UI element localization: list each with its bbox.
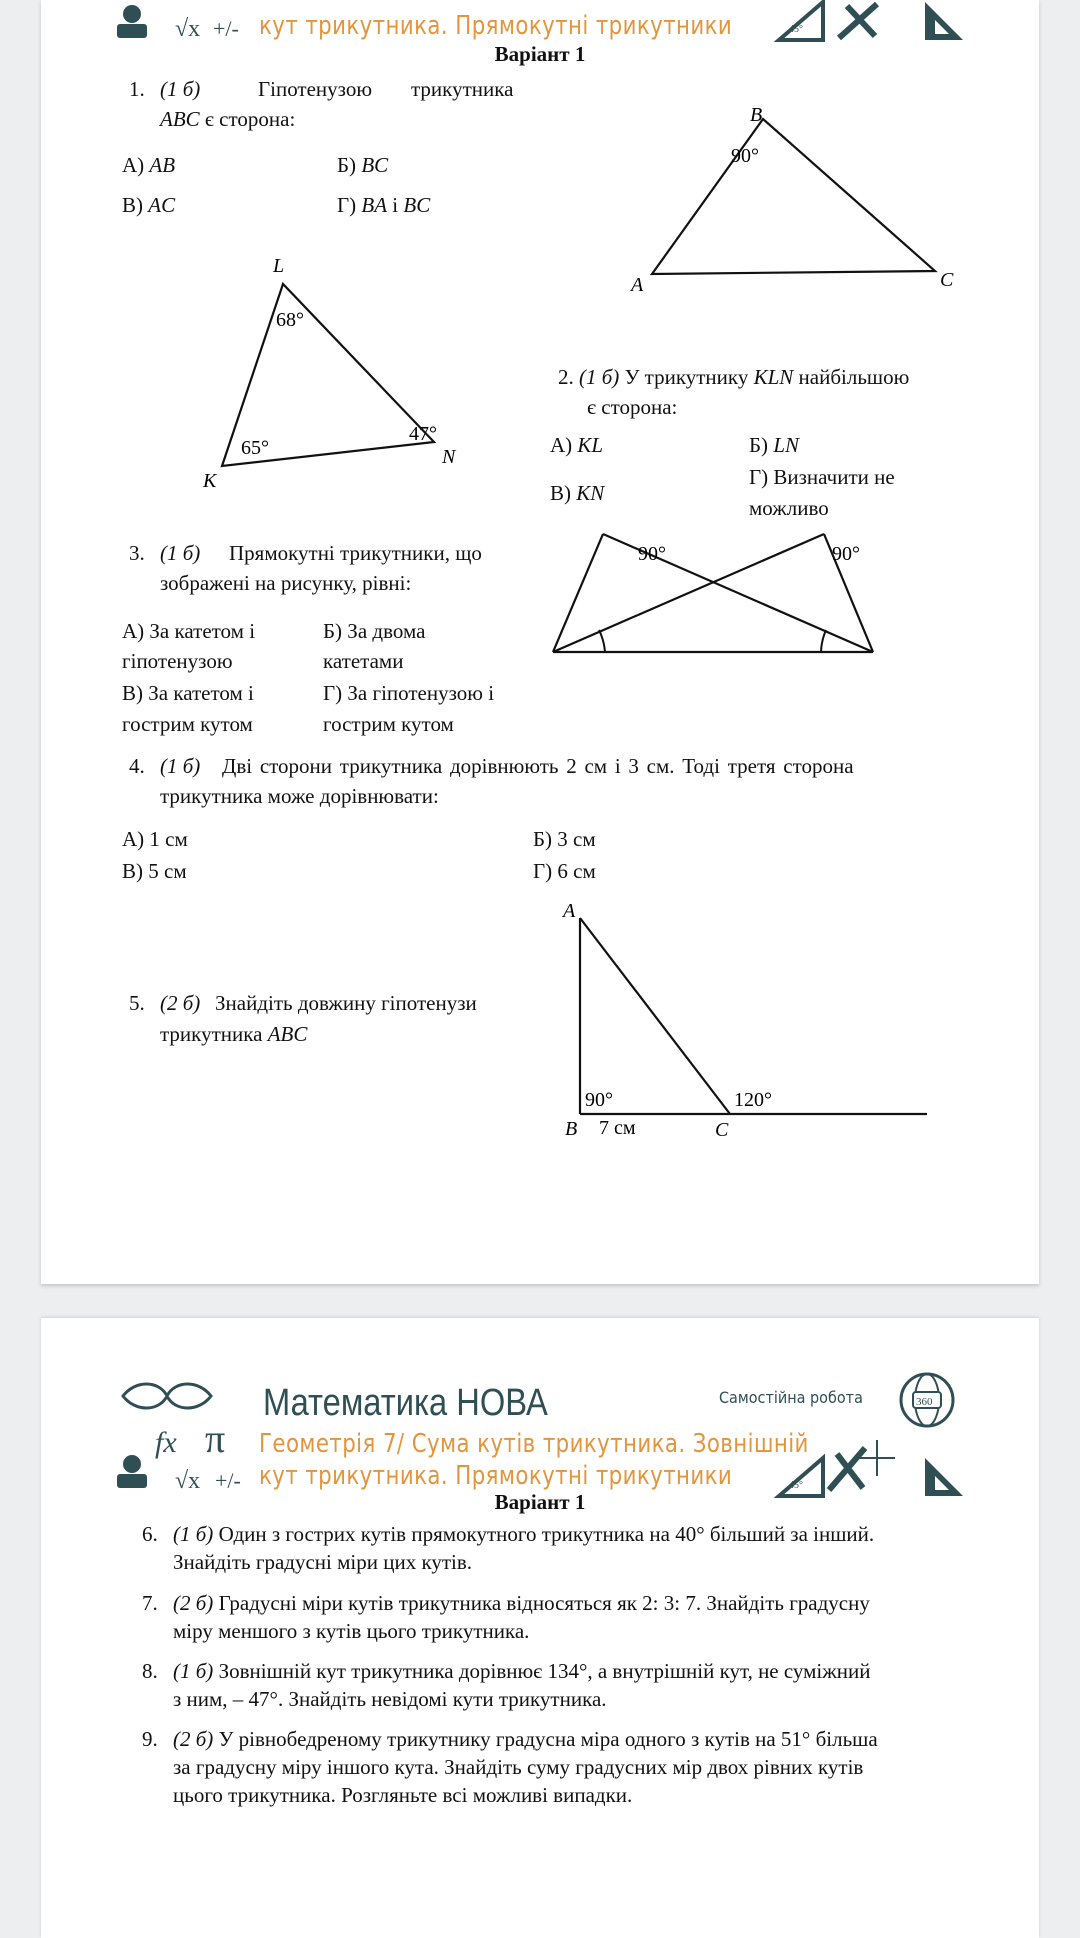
- worksheet-page-1: [41, 0, 1039, 1284]
- worksheet-page-2: [41, 1318, 1039, 1938]
- q3-option-a-line1: А) За катетом і: [122, 619, 256, 643]
- q3-option-d-line1: Г) За гіпотенузою і: [323, 681, 495, 705]
- header-banner: [41, 1378, 1039, 1498]
- sqrt-x-icon: √x: [175, 16, 201, 42]
- q5-triangle-name: ABC: [267, 1022, 308, 1046]
- q3-right-hypotenuse: [553, 534, 824, 652]
- q5-side-ac: [580, 918, 730, 1114]
- q2-angle-l-label: 68°: [276, 309, 304, 331]
- q9-text-line2: за градусну міру іншого кута. Знайдіть суму градусних мір двох рівних кутів: [173, 1755, 864, 1779]
- q2-text-part1: У трикутнику: [624, 365, 749, 389]
- book-icon: [117, 24, 147, 38]
- math-icons-cluster: [115, 1378, 255, 1498]
- q2-angle-k-label: 65°: [241, 437, 269, 459]
- q3-left-angle-arc: [599, 630, 605, 652]
- q2-text-part2: найбільшою: [798, 365, 910, 389]
- q2-option-c: [550, 478, 604, 508]
- plus-minus-icon: +/-: [213, 16, 239, 41]
- q5-angle-c-label: 120°: [734, 1089, 772, 1111]
- q1-option-d-value2: BC: [403, 193, 431, 217]
- q2-question-line1: [558, 362, 909, 392]
- q7-line1: [173, 1588, 870, 1618]
- q1-option-a: [122, 150, 175, 180]
- q1-text-end: є сторона:: [204, 107, 296, 131]
- q1-triangle-name: ABC: [160, 107, 200, 131]
- q2-question-line2: є сторона:: [587, 395, 678, 419]
- work-type-label: Самостійна робота: [719, 1388, 863, 1407]
- function-icon: fx: [155, 1426, 177, 1459]
- q1-angle-b-label: 90°: [731, 145, 759, 167]
- variant-label: Варіант 1: [494, 42, 586, 66]
- q1-option-a-value: AB: [149, 153, 176, 177]
- q9-text-line1: У рівнобедреному трикутнику градусна міра одного з кутів на 51° більша: [218, 1727, 878, 1751]
- geometry-tools-icons: [777, 0, 967, 42]
- q7-points: (2 б): [173, 1591, 214, 1615]
- header-subtitle-line1: Геометрія 7/ Сума кутів трикутника. Зовнішній: [259, 1429, 809, 1459]
- q3-text-line2: зображені на рисунку, рівні:: [160, 571, 412, 595]
- q2-vertex-k-label: K: [203, 470, 217, 492]
- infinity-icon: [123, 1384, 211, 1408]
- q2-option-b: [749, 430, 799, 460]
- geometry-tools-icons: [777, 1378, 967, 1498]
- q2-option-a-value: KL: [577, 433, 604, 457]
- q2-option-d-line2: можливо: [749, 496, 829, 520]
- q8-text-line2: з ним, – 47°. Знайдіть невідомі кути трикутника.: [173, 1687, 607, 1711]
- q6-line1: [173, 1519, 874, 1549]
- header-subtitle-line2: кут трикутника. Прямокутні трикутники: [259, 11, 733, 41]
- q1-text-word1: Гіпотенузою: [258, 77, 373, 101]
- plus-minus-icon: +/-: [215, 1468, 241, 1493]
- q2-option-a-label: А): [550, 433, 573, 457]
- q9-number: 9.: [142, 1727, 158, 1751]
- q2-option-a: [550, 430, 603, 460]
- compass-icon: [839, 4, 877, 38]
- q5-side-bc-label: 7 см: [599, 1117, 636, 1139]
- header-cropped: [41, 0, 1039, 42]
- q1-option-c-label: В): [122, 193, 143, 217]
- q2-option-d-line1: Г) Визначити не: [749, 465, 895, 489]
- q1-figure-triangle-abc: [581, 105, 981, 305]
- q2-option-c-label: В): [550, 481, 571, 505]
- q3-option-b-line2: катетами: [323, 649, 404, 673]
- q5-angle-b-label: 90°: [585, 1089, 613, 1111]
- q3-number: 3.: [129, 541, 145, 565]
- q5-number: 5.: [129, 991, 145, 1015]
- q9-line1: [173, 1724, 878, 1754]
- q1-option-b-label: Б): [337, 153, 357, 177]
- q1-triangle-shape: [652, 119, 935, 274]
- apple-icon: [123, 5, 141, 23]
- q7-number: 7.: [142, 1591, 158, 1615]
- q2-vertex-l-label: L: [273, 255, 285, 277]
- q3-option-c-line1: В) За катетом і: [122, 681, 254, 705]
- q1-text-word2: трикутника: [411, 77, 514, 101]
- ruler-triangle-icon: [925, 2, 963, 40]
- set-square-label: 45°: [789, 24, 803, 35]
- book-icon: [117, 1474, 147, 1488]
- q3-figure-two-right-triangles: [541, 525, 881, 670]
- math-icons-cluster: [115, 0, 239, 42]
- q1-vertex-c-label: C: [940, 269, 954, 291]
- q1-option-d-and: і: [392, 193, 399, 217]
- q5-figure-triangle-abc: [551, 895, 951, 1145]
- q3-option-d-line2: гострим кутом: [323, 712, 454, 736]
- q6-text-line2: Знайдіть градусні міри цих кутів.: [173, 1550, 473, 1574]
- q4-number: 4.: [129, 754, 145, 778]
- q5-points: (2 б): [160, 991, 201, 1015]
- q3-option-c-line2: гострим кутом: [122, 712, 253, 736]
- q5-vertex-b-label: B: [565, 1118, 578, 1140]
- brand-title: Математика НОВА: [263, 1382, 548, 1424]
- q2-angle-n-label: 47°: [409, 423, 437, 445]
- apple-icon: [123, 1455, 141, 1473]
- q1-option-c-value: AC: [148, 193, 176, 217]
- q4-points: (1 б): [160, 754, 201, 778]
- q4-text-line2: трикутника може дорівнювати:: [160, 784, 439, 808]
- q5-text-line2: [160, 1019, 307, 1049]
- q1-option-d: [337, 190, 430, 220]
- q8-points: (1 б): [173, 1659, 214, 1683]
- q2-figure-triangle-kln: [151, 248, 511, 498]
- set-square-label: 45°: [789, 1480, 803, 1491]
- q1-points: (1 б): [160, 77, 201, 101]
- q2-option-c-value: KN: [576, 481, 605, 505]
- header-subtitle-line2: кут трикутника. Прямокутні трикутники: [259, 1461, 733, 1491]
- q6-number: 6.: [142, 1522, 158, 1546]
- q2-number: 2.: [558, 365, 574, 389]
- q3-angle-left-label: 90°: [638, 543, 666, 565]
- q3-option-b-line1: Б) За двома: [323, 619, 426, 643]
- q2-option-b-value: LN: [773, 433, 799, 457]
- q5-vertex-c-label: C: [715, 1119, 729, 1141]
- q9-points: (2 б): [173, 1727, 214, 1751]
- q3-points: (1 б): [160, 541, 201, 565]
- q3-angle-right-label: 90°: [832, 543, 860, 565]
- q1-number: 1.: [129, 77, 145, 101]
- q4-option-b: Б) 3 см: [533, 827, 596, 851]
- q1-vertex-b-label: B: [750, 104, 763, 126]
- q3-right-angle-arc: [821, 630, 826, 652]
- q5-vertex-a-label: A: [563, 900, 576, 922]
- q4-option-a: А) 1 см: [122, 827, 188, 851]
- q2-vertex-n-label: N: [442, 446, 456, 468]
- q4-option-d: Г) 6 см: [533, 859, 596, 883]
- q8-text-line1: Зовнішній кут трикутника дорівнює 134°, а внутрішній кут, не суміжний: [218, 1659, 871, 1683]
- q1-text-line2: [160, 104, 295, 134]
- q9-text-line3: цього трикутника. Розгляньте всі можливі випадки.: [173, 1783, 633, 1807]
- q4-option-c: В) 5 см: [122, 859, 187, 883]
- q1-option-c: [122, 190, 175, 220]
- q7-text-line1: Градусні міри кутів трикутника відносяться як 2: 3: 7. Знайдіть градусну: [218, 1591, 870, 1615]
- compass-icon: [829, 1448, 865, 1490]
- q1-vertex-a-label: A: [631, 274, 644, 296]
- pi-icon: π: [205, 1416, 226, 1461]
- q2-option-b-label: Б): [749, 433, 769, 457]
- q3-text-line1: Прямокутні трикутники, що: [229, 541, 482, 565]
- q4-text-line1: Дві сторони трикутника дорівнюють 2 см і 3 см. Тоді третя сторона: [222, 754, 854, 778]
- q5-text-line1: Знайдіть довжину гіпотенузи: [215, 991, 477, 1015]
- q6-text-line1: Один з гострих кутів прямокутного трикутника на 40° більший за інший.: [218, 1522, 875, 1546]
- q6-points: (1 б): [173, 1522, 214, 1546]
- q8-line1: [173, 1656, 871, 1686]
- q1-option-d-label: Г): [337, 193, 357, 217]
- q1-option-d-value1: BA: [361, 193, 388, 217]
- globe-label: 360: [916, 1396, 933, 1408]
- q1-option-b: [337, 150, 388, 180]
- q1-option-a-label: А): [122, 153, 145, 177]
- sqrt-x-icon: √x: [175, 1468, 201, 1494]
- q7-text-line2: міру меншого з кутів цього трикутника.: [173, 1619, 530, 1643]
- q8-number: 8.: [142, 1659, 158, 1683]
- q3-option-a-line2: гіпотенузою: [122, 649, 233, 673]
- q2-triangle-name: KLN: [753, 365, 794, 389]
- q2-points: (1 б): [579, 365, 620, 389]
- q1-option-b-value: BC: [361, 153, 389, 177]
- variant-label: Варіант 1: [494, 1490, 586, 1514]
- q5-text-part: трикутника: [160, 1022, 263, 1046]
